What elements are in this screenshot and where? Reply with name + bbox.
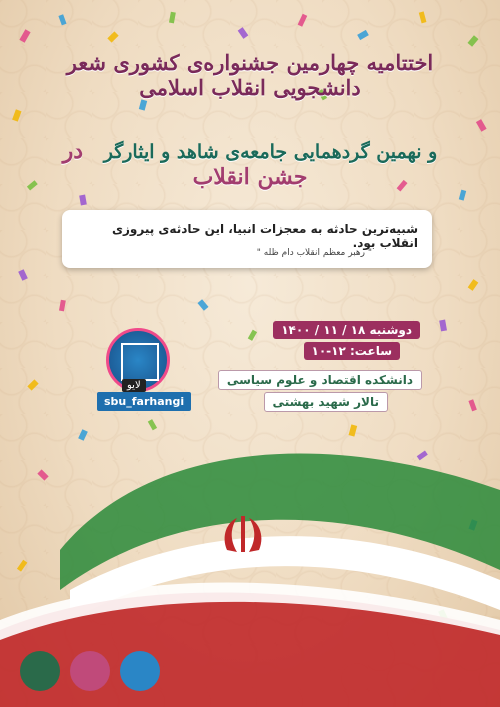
university-logo-icon xyxy=(120,651,160,691)
event-time: ساعت: ۱۲-۱۰ xyxy=(304,342,400,360)
sponsor-logo-icon xyxy=(20,651,60,691)
event-title-line2 xyxy=(40,138,460,190)
live-label: لایو xyxy=(122,379,146,392)
event-title-highlight: در جشن انقلاب xyxy=(62,138,308,190)
event-venue-hall: تالار شهید بهشتی xyxy=(264,392,388,412)
quote-box xyxy=(62,210,432,268)
university-logo-mark xyxy=(121,343,159,381)
quote-text: شبیه‌ترین حادثه به معجزات انبیا، این حادثه‌ی پیروزی انقلاب بود. xyxy=(112,222,418,250)
event-title-line1: اختتامیه چهارمین جشنواره‌ی کشوری شعر دانشجویی انقلاب اسلامی xyxy=(66,50,434,100)
event-venue-faculty: دانشکده اقتصاد و علوم سیاسی xyxy=(218,370,422,390)
quote-author: " رهبر معظم انقلاب دام ظله " xyxy=(256,248,372,258)
event-date: دوشنبه ۱۸ / ۱۱ / ۱۴۰۰ xyxy=(273,321,420,339)
instagram-handle[interactable]: sbu_farhangi xyxy=(97,392,191,411)
sponsor-logo-icon xyxy=(70,651,110,691)
event-title-line2-text: و نهمین گردهمایی جامعه‌ی شاهد و ایثارگر xyxy=(103,141,438,163)
